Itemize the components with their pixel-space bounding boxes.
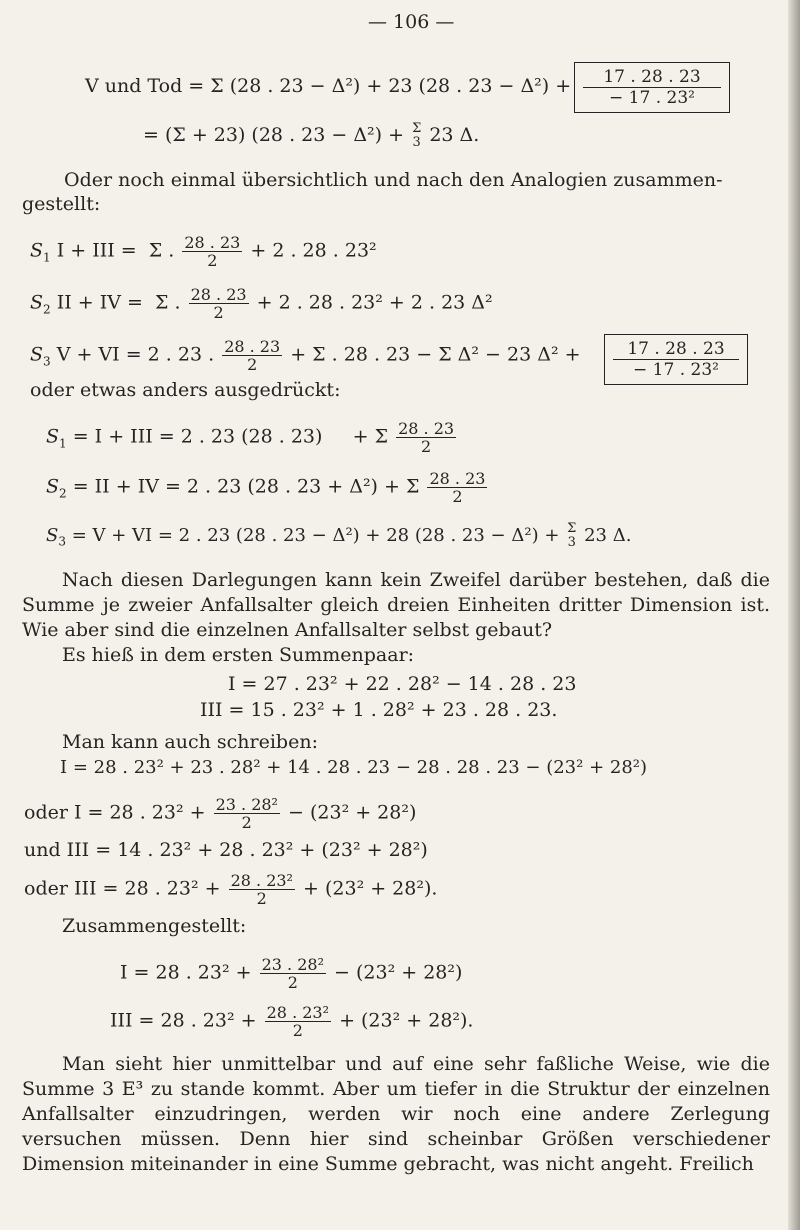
paragraph-3: Man kann auch schreiben:: [62, 731, 318, 753]
boxed-term-top-den: − 17 . 23²: [609, 88, 695, 108]
eqE-den: 2: [287, 973, 298, 992]
s3-lhs: V + VI = 2 . 23 .: [56, 343, 215, 366]
boxed-term-s3-num: 17 . 28 . 23: [613, 339, 739, 360]
s2-fraction: [189, 286, 249, 321]
s3-post: + Σ . 28 . 23 − Σ Δ² − 23 Δ² +: [290, 343, 581, 366]
set2-s1-fraction: [396, 420, 456, 455]
set2-s1-text: = I + III = 2 . 23 (28 . 23): [72, 425, 323, 448]
s3-sub: 3: [43, 354, 51, 369]
set2-s2-den: 2: [452, 487, 463, 506]
eqB-fraction: [214, 796, 280, 831]
s2-lhs: II + IV =: [56, 291, 143, 314]
eqB-den: 2: [241, 813, 252, 832]
intro-line2: gestellt:: [22, 193, 101, 215]
set2-s1-den: 2: [420, 437, 432, 456]
eqD-pre: oder III = 28 . 23² +: [24, 877, 221, 900]
eqF-den: 2: [292, 1021, 303, 1040]
equation-I-oder: [24, 796, 416, 831]
s1-den: 2: [207, 251, 218, 270]
set2-s2-sub: 2: [59, 486, 67, 501]
eqF-num: 28 . 23²: [266, 1003, 330, 1022]
equation-III-und: und III = 14 . 23² + 28 . 23² + (23² + 28²): [24, 839, 428, 861]
s1-label: S: [30, 239, 44, 262]
eqD-den: 2: [256, 889, 267, 908]
set2-s2-fraction: [427, 470, 487, 505]
eqB-pre: oder I = 28 . 23² +: [24, 801, 206, 824]
boxed-term-s3-den: − 17 . 23²: [633, 360, 719, 380]
set2-row-s2: [46, 470, 489, 505]
paragraph-5: Man sieht hier unmittelbar und auf eine sehr faßliche Weise, wie die Summe 3 E³ zu stande kommt. Aber um tiefer in die Struktur der einzelnen Anfallsalter einzudringen, werden wir noch eine andere Zerlegung versuchen müssen. Denn hier sind scheinbar Größen verschiedener Dimension miteinander in eine Summe gebracht, was nicht angeht. Freilich: [22, 1053, 770, 1175]
set2-s1-sub: 1: [59, 436, 67, 451]
equation-top-line2-text: = (Σ + 23) (28 . 23 − Δ²) +: [143, 124, 405, 146]
set2-row-s3: [46, 522, 631, 554]
eqE-post: − (23² + 28²): [334, 961, 463, 984]
set2-s2-num: 28 . 23: [429, 469, 486, 488]
eqF-pre: III = 28 . 23² +: [110, 1009, 257, 1032]
s1-lhs: I + III =: [56, 239, 137, 262]
page-edge-shadow: [788, 0, 800, 1230]
set2-s3-label: S: [46, 525, 59, 546]
s2-den: 2: [213, 303, 224, 322]
s2-pre: Σ .: [155, 291, 181, 314]
eqE-num: 23 . 28²: [261, 955, 324, 974]
set2-s3-sigma-num: Σ: [567, 521, 577, 536]
set1-row-s1: [30, 234, 377, 269]
equation-III-summary: [110, 1004, 473, 1039]
s2-post: + 2 . 28 . 23² + 2 . 23 Δ²: [256, 291, 493, 314]
eqF-fraction: [265, 1004, 331, 1039]
s3-den: 2: [247, 355, 258, 374]
set2-s3-text: = V + VI = 2 . 23 (28 . 23 − Δ²) + 28 (28 . 23 − Δ²) +: [71, 525, 560, 546]
boxed-term-top: [574, 62, 730, 113]
set2-s3-end: 23 Δ.: [584, 525, 632, 546]
eqD-num: 28 . 23²: [230, 871, 293, 890]
paragraph-1: Nach diesen Darlegungen kann kein Zweifel darüber bestehen, daß die Summe je zweier Anfallsalter gleich dreien Einheiten dritter Dimension ist. Wie aber sind die einzelnen Anfallsalter selbst gebaut?: [22, 569, 770, 641]
equation-III-first: III = 15 . 23² + 1 . 28² + 23 . 28 . 23.: [200, 699, 558, 721]
equation-top-line2: [143, 122, 479, 150]
equation-top-line2-end: 23 Δ.: [429, 124, 480, 146]
eqE-pre: I = 28 . 23² +: [120, 961, 252, 984]
set2-s1-label: S: [46, 425, 60, 448]
s3-label: S: [30, 343, 44, 366]
equation-I-expanded: I = 28 . 23² + 23 . 28² + 14 . 28 . 23 − 28 . 28 . 23 − (23² + 28²): [60, 757, 648, 778]
sigma-num: Σ: [412, 121, 422, 136]
s1-pre: Σ .: [148, 239, 175, 262]
set1-row-s2: [30, 286, 493, 321]
equation-I-summary: [120, 956, 462, 991]
set2-s2-label: S: [46, 475, 60, 498]
s3-num: 28 . 23: [224, 337, 281, 356]
s3-fraction: [222, 338, 282, 373]
eqE-fraction: [260, 956, 326, 991]
intro-line1: Oder noch einmal übersichtlich und nach den Analogien zusammen-: [64, 169, 723, 191]
eqD-post: + (23² + 28²).: [303, 877, 438, 900]
eqD-fraction: [229, 872, 295, 907]
equation-III-oder: [24, 872, 437, 907]
s1-post: + 2 . 28 . 23²: [250, 239, 377, 262]
set2-s2-text: = II + IV = 2 . 23 (28 . 23 + Δ²) + Σ: [72, 475, 420, 498]
boxed-term-s3: [604, 334, 748, 385]
boxed-term-top-num: 17 . 28 . 23: [583, 67, 721, 88]
eqB-num: 23 . 28²: [215, 795, 278, 814]
set2-s3-sigma-fraction: [567, 522, 576, 550]
sigma-third-fraction: [412, 122, 421, 150]
s2-sub: 2: [43, 302, 51, 317]
set2-s3-sub: 3: [58, 534, 66, 549]
s2-label: S: [30, 291, 44, 314]
equation-top-line1: V und Tod = Σ (28 . 23 − Δ²) + 23 (28 . 23 − Δ²) +: [85, 75, 572, 97]
set2-s3-sigma-den: 3: [567, 535, 576, 550]
s1-fraction: [182, 234, 242, 269]
paragraph-4: Zusammengestellt:: [62, 915, 247, 937]
s1-num: 28 . 23: [184, 233, 241, 252]
page-number: — 106 —: [368, 11, 455, 33]
set2-s1-num: 28 . 23: [398, 419, 455, 438]
set1-row-s3: [30, 338, 581, 373]
s1-sub: 1: [43, 250, 51, 265]
equation-I-first: I = 27 . 23² + 22 . 28² − 14 . 28 . 23: [228, 673, 577, 695]
set2-s1-tail: + Σ: [352, 425, 389, 448]
eqB-post: − (23² + 28²): [288, 801, 417, 824]
sigma-den: 3: [412, 135, 421, 150]
paragraph-2: Es hieß in dem ersten Summenpaar:: [62, 644, 415, 666]
other-expression-intro: oder etwas anders ausgedrückt:: [30, 379, 341, 401]
s2-num: 28 . 23: [190, 285, 247, 304]
set2-row-s1: [46, 420, 458, 455]
eqF-post: + (23² + 28²).: [339, 1009, 474, 1032]
